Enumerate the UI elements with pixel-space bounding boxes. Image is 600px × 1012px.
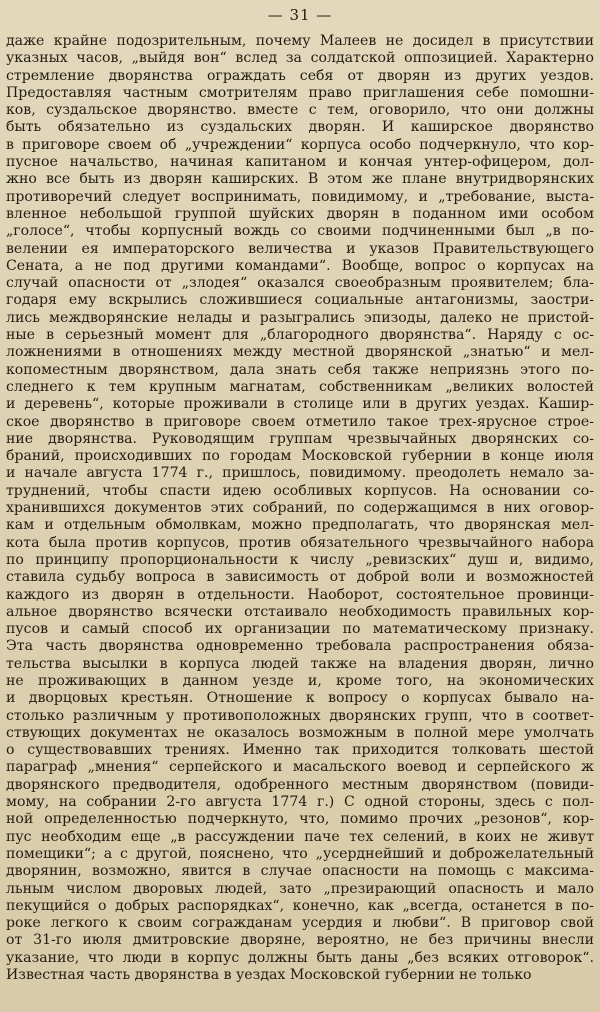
text-line: „голосе“, чтобы корпусный вождь со своими подчиненными был „в по-: [6, 223, 594, 240]
text-line: тельства высылки в корпуса людей также на владения дворян, лично: [6, 655, 594, 672]
text-line: альное дворянство всячески отстаивало необходимость правильных кор-: [6, 603, 594, 620]
text-line: столько различным у противоположных дворянских групп, что в соответ-: [6, 707, 594, 724]
text-line: по принципу пропорциональности к числу „ревизских“ душ и, видимо,: [6, 551, 594, 568]
text-line: льным числом дворовых людей, зато „презирающий опасность и мало: [6, 880, 594, 897]
text-line: Сената, а не под другими командами“. Вообще, вопрос о корпусах на: [6, 257, 594, 274]
text-line: дворянин, возможно, явится в случае опасности на помощь с максима-: [6, 863, 594, 880]
text-line: каждого из дворян в отдельности. Наоборот, состоятельное провинци-: [6, 586, 594, 603]
text-line: случай опасности от „злодея“ оказался своеобразным проявителем; бла-: [6, 275, 594, 292]
text-line: указных часов, „выйдя вон“ вслед за солдатской оппозицией. Характерно: [6, 50, 594, 67]
text-line: указание, что люди в корпус должны быть даны „без всяких отговорок“.: [6, 949, 594, 966]
text-line: противоречий следует воспринимать, повидимому, и „требование, выста-: [6, 188, 594, 205]
text-line: не проживающих в данном уезде и, кроме того, на экономических: [6, 672, 594, 689]
text-line: ставила судьбу вопроса в зависимость от доброй воли и возможностей: [6, 569, 594, 586]
text-line: роке легкого к своим согражданам усердия и любви“. В приговор свой: [6, 915, 594, 932]
text-line: Предоставляя частным смотрителям право приглашения себе помошни-: [6, 84, 594, 101]
text-line: мому, на собрании 2-го августа 1774 г.) С одной стороны, здесь с пол-: [6, 794, 594, 811]
text-line: пекущийся о добрых распорядках“, конечно, как „всегда, останется в по-: [6, 897, 594, 914]
text-line: пусов и самый способ их организации по математическому признаку.: [6, 621, 594, 638]
text-line: велении ея императорского величества и указов Правительствующего: [6, 240, 594, 257]
text-line: и дворцовых крестьян. Отношение к вопросу о корпусах бывало на-: [6, 690, 594, 707]
text-line: копоместным дворянством, дала знать себя также неприязнь этого по-: [6, 361, 594, 378]
text-line: кота была против корпусов, против обязательного чрезвычайного набора: [6, 534, 594, 551]
page-number: — 31 —: [267, 6, 333, 24]
text-line: пус необходим еще „в рассуждении паче тех селений, в коих не живут: [6, 828, 594, 845]
text-line: пусное начальство, начиная капитаном и кончая унтер-офицером, дол-: [6, 154, 594, 171]
text-line: следнего к тем крупным магнатам, собственникам „великих волостей: [6, 378, 594, 395]
text-line: помещики“; а с другой, пояснено, что „усерднейший и доброжелательный: [6, 845, 594, 862]
text-line: ной определенностью подчеркнуто, что, помимо прочих „резонов“, кор-: [6, 811, 594, 828]
text-line: быть обязательно из суздальских дворян. И каширское дворянство: [6, 119, 594, 136]
body-text: [6, 33, 594, 984]
text-line: труднений, чтобы спасти идею особливых корпусов. На основании со-: [6, 482, 594, 499]
text-line: хранившихся документов этих собраний, по содержащимся в них оговор-: [6, 500, 594, 517]
text-line: ков, суздальское дворянство. вместе с тем, оговорило, что они должны: [6, 102, 594, 119]
text-line: стремление дворянства ограждать себя от дворян из других уездов.: [6, 67, 594, 84]
text-line: от 31-го июля дмитровские дворяне, вероятно, не без причины внесли: [6, 932, 594, 949]
text-line: ние дворянства. Руководящим группам чрезвычайных дворянских со-: [6, 430, 594, 447]
text-line: лись междворянские нелады и разыгрались эпизоды, далеко не пристой-: [6, 309, 594, 326]
text-line: и деревень“, которые проживали в столице или в других уездах. Кашир-: [6, 396, 594, 413]
text-line: ложнениями в отношениях между местной дворянской „знатью“ и мел-: [6, 344, 594, 361]
text-line: Эта часть дворянства одновременно требовала распространения обяза-: [6, 638, 594, 655]
text-line: жно все быть из дворян каширских. В этом же плане внутридворянских: [6, 171, 594, 188]
text-line: и начале августа 1774 г., пришлось, повидимому. преодолеть немало за-: [6, 465, 594, 482]
text-line: ствующих документах не оказалось возможным в полной мере умолчать: [6, 724, 594, 741]
text-line: ское дворянство в приговоре своем отметило такое трех-ярусное строе-: [6, 413, 594, 430]
text-line: ные в серьезный момент для „благородного дворянства“. Наряду с ос-: [6, 327, 594, 344]
text-line: годаря ему вскрылись сложившиеся социальные антагонизмы, заостри-: [6, 292, 594, 309]
text-line: о существовавших трениях. Именно так приходится толковать шестой: [6, 742, 594, 759]
text-line: вленное небольшой группой шуйских дворян в поданном ими особом: [6, 205, 594, 222]
text-line: Известная часть дворянства в уездах Московской губернии не только: [6, 967, 532, 984]
text-line: кам и отдельным обмолвкам, можно предполагать, что дворянская мел-: [6, 517, 594, 534]
text-line: даже крайне подозрительным, почему Малеев не досидел в присутствии: [6, 33, 594, 49]
text-line: браний, происходивших по городам Московской губернии в конце июля: [6, 448, 594, 465]
text-line: параграф „мнения“ серпейского и масальского воевод и серпейского ж: [6, 759, 594, 776]
text-line: дворянского предводителя, одобренного местным дворянством (повиди-: [6, 776, 594, 793]
text-line: в приговоре своем об „учреждении“ корпуса особо подчеркнуло, что кор-: [6, 136, 594, 153]
